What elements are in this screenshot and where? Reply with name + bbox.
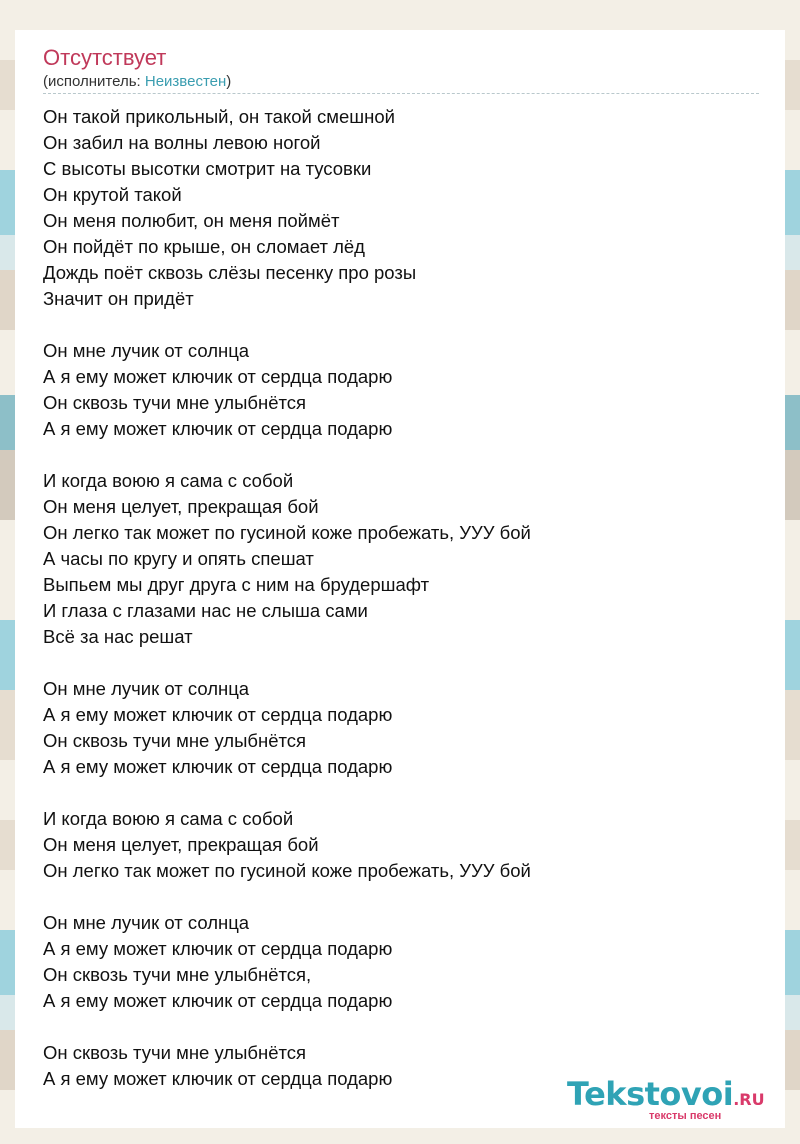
stanza (43, 910, 763, 1014)
lyric-line: А я ему может ключик от сердца подарю (43, 418, 393, 439)
lyric-line: Всё за нас решат (43, 626, 193, 647)
lyric-line: А я ему может ключик от сердца подарю (43, 704, 393, 725)
lyric-line: Он мне лучик от солнца (43, 678, 250, 699)
lyric-line: Он мне лучик от солнца (43, 340, 250, 361)
lyric-line: Он крутой такой (43, 184, 182, 205)
lyric-line: Он пойдёт по крыше, он сломает лёд (43, 236, 365, 257)
divider (43, 93, 759, 94)
lyric-line: Он меня полюбит, он меня поймёт (43, 210, 340, 231)
lyric-line: И глаза с глазами нас не слыша сами (43, 600, 368, 621)
lyric-line: Выпьем мы друг друга с ним на брудершафт (43, 574, 430, 595)
stanza (43, 676, 763, 780)
lyric-line: Он легко так может по гусиной коже пробежать, УУУ бой (43, 522, 531, 543)
lyric-line: Он забил на волны левою ногой (43, 132, 321, 153)
lyric-line: Он сквозь тучи мне улыбнётся (43, 730, 307, 751)
lyrics-body (43, 104, 763, 1118)
lyric-line: А я ему может ключик от сердца подарю (43, 366, 393, 387)
lyric-line: С высоты высотки смотрит на тусовки (43, 158, 372, 179)
lyric-line: Он сквозь тучи мне улыбнётся, (43, 964, 312, 985)
lyric-line: А я ему может ключик от сердца подарю (43, 990, 393, 1011)
lyric-line: А часы по кругу и опять спешат (43, 548, 314, 569)
lyric-line: Дождь поёт сквозь слёзы песенку про розы (43, 262, 417, 283)
logo-tld: .RU (733, 1090, 765, 1109)
lyric-line: А я ему может ключик от сердца подарю (43, 1068, 393, 1089)
lyric-line: Он такой прикольный, он такой смешной (43, 106, 395, 127)
lyric-line: Он сквозь тучи мне улыбнётся (43, 392, 307, 413)
artist-line (43, 72, 231, 92)
artist-suffix: ) (226, 73, 232, 90)
lyric-line: Он меня целует, прекращая бой (43, 834, 319, 855)
logo-tagline: тексты песен (649, 1110, 722, 1122)
artist-link[interactable]: Неизвестен (144, 73, 227, 90)
logo-name: Tekstovoi (567, 1075, 734, 1113)
lyric-line: И когда воюю я сама с собой (43, 808, 294, 829)
stanza (43, 806, 763, 884)
lyric-line: Он легко так может по гусиной коже пробежать, УУУ бой (43, 860, 531, 881)
stanza (43, 104, 763, 312)
lyrics-card (15, 30, 785, 1128)
lyric-line: Он сквозь тучи мне улыбнётся (43, 1042, 307, 1063)
lyric-line: А я ему может ключик от сердца подарю (43, 938, 393, 959)
lyric-line: Он мне лучик от солнца (43, 912, 250, 933)
lyric-line: Значит он придёт (43, 288, 194, 309)
lyric-line: А я ему может ключик от сердца подарю (43, 756, 393, 777)
stanza (43, 468, 763, 650)
lyric-line: И когда воюю я сама с собой (43, 470, 294, 491)
lyric-line: Он меня целует, прекращая бой (43, 496, 319, 517)
artist-prefix: (исполнитель: (43, 73, 145, 90)
site-logo[interactable] (567, 1074, 777, 1124)
stanza (43, 338, 763, 442)
song-title: Отсутствует (43, 45, 167, 70)
